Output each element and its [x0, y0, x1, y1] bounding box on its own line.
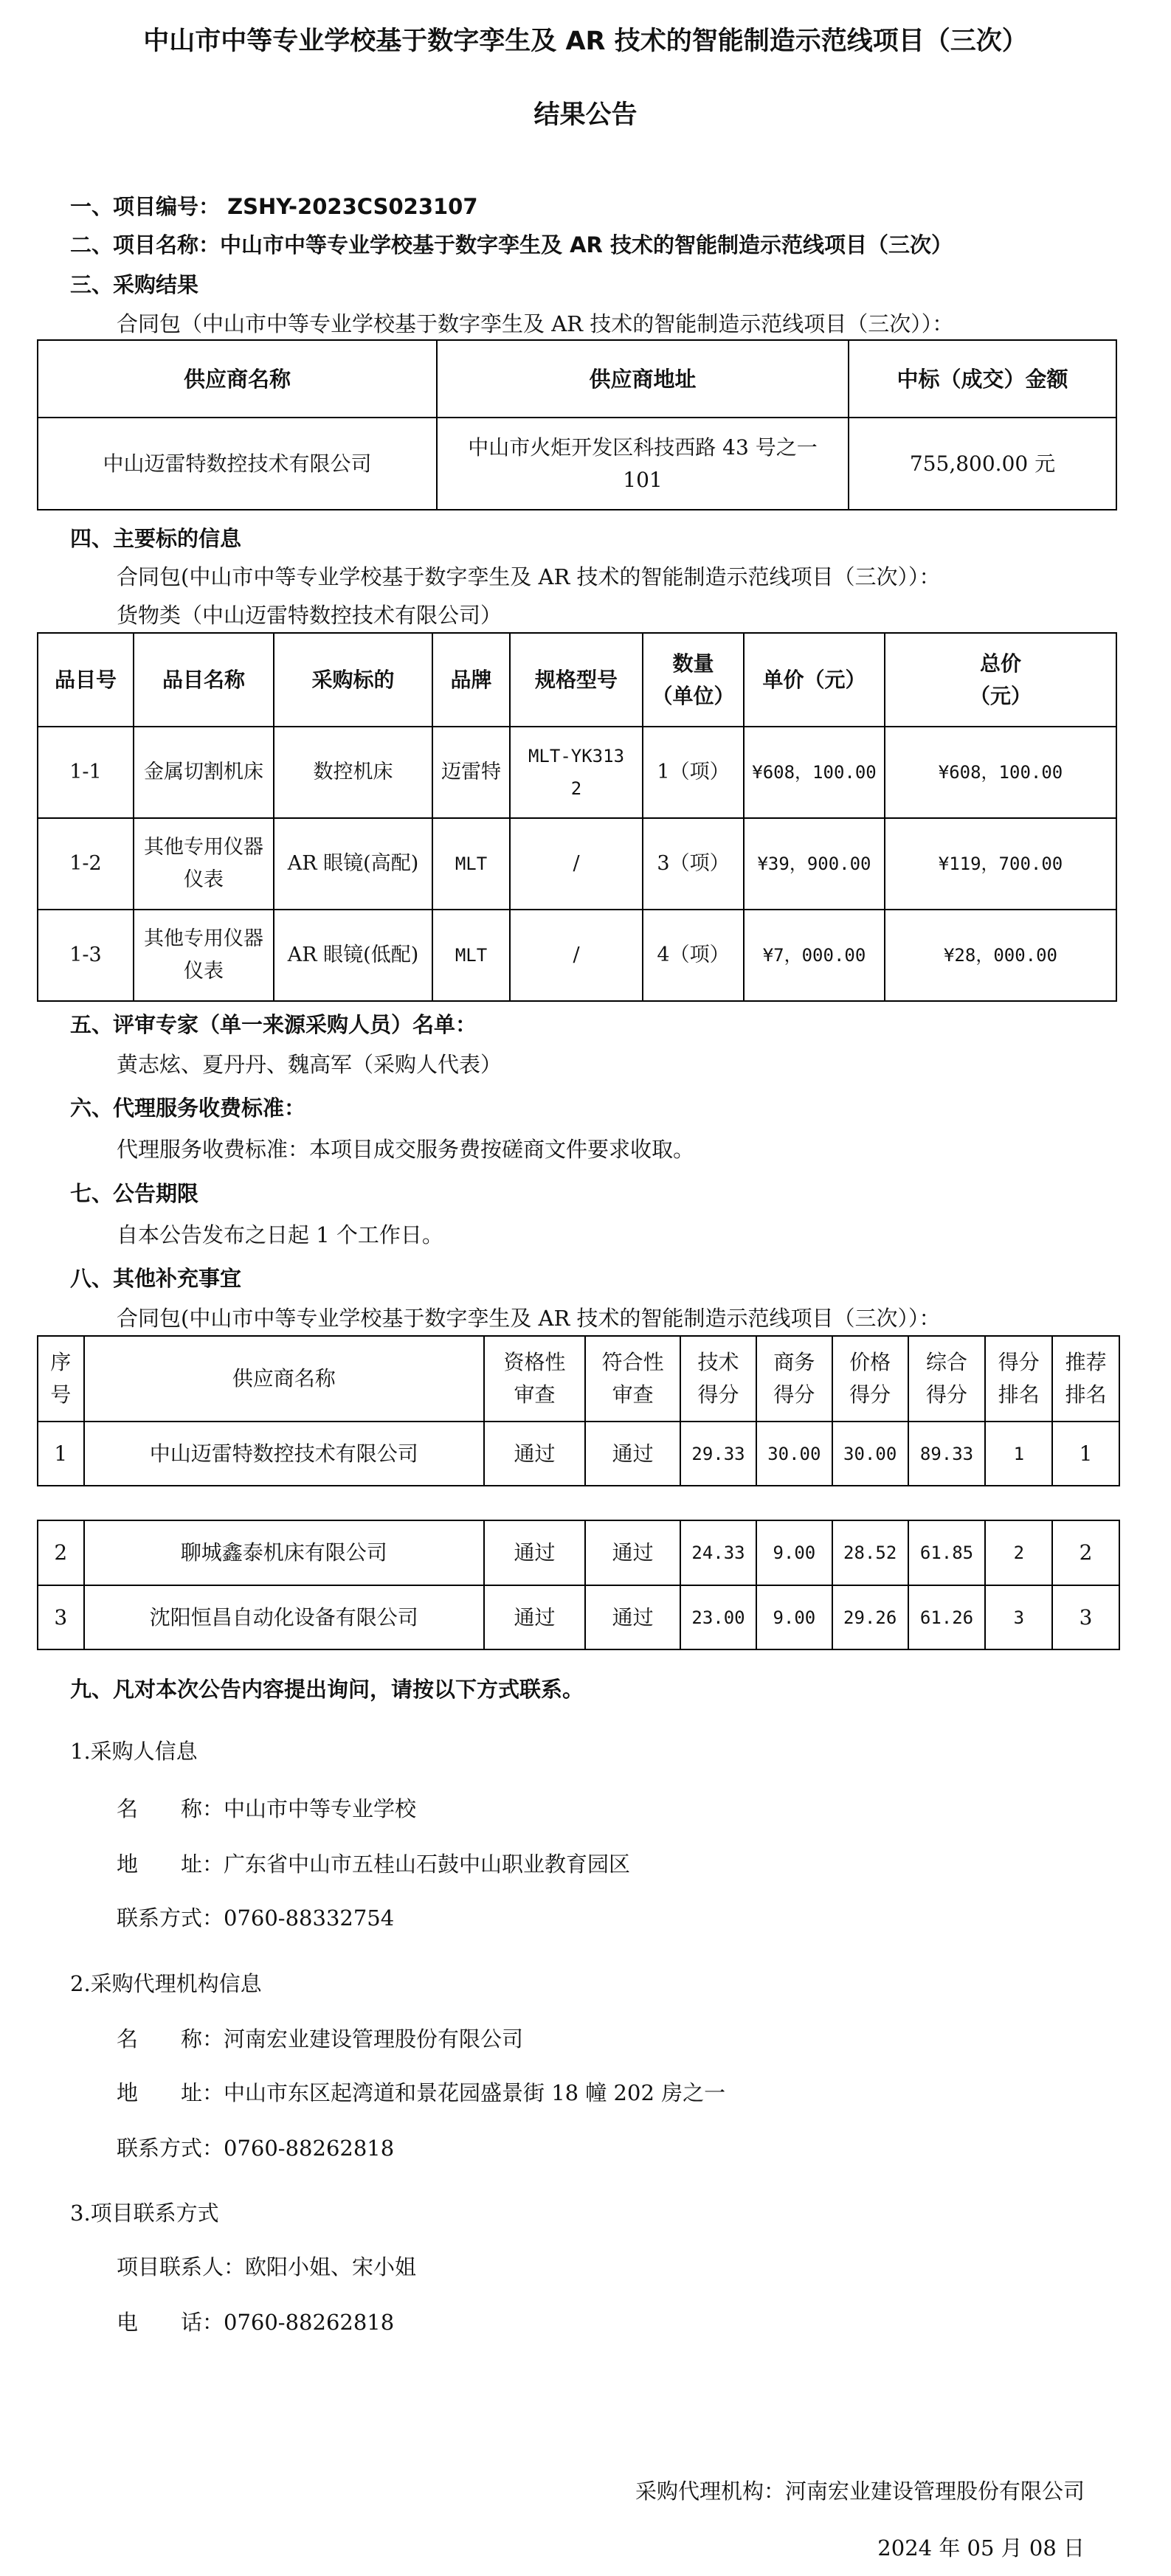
item-no: 1-2 [38, 818, 134, 910]
purchaser-phone: 联系方式：0760-88332754 [117, 1905, 395, 1931]
purchaser-name: 名 称：中山市中等专业学校 [117, 1796, 417, 1821]
project-name: 二、项目名称：中山市中等专业学校基于数字孪生及 AR 技术的智能制造示范线项目（三次） [70, 232, 953, 257]
total-score: 61.26 [908, 1585, 986, 1649]
header-total-price [885, 633, 1116, 727]
unit-price: ¥608，100.00 [744, 727, 885, 818]
qualification-result: 通过 [484, 1422, 585, 1486]
agency-name: 名 称：河南宏业建设管理股份有限公司 [117, 2026, 524, 2052]
header-price-line1: 价格 [849, 1350, 891, 1374]
header-total-score [908, 1336, 986, 1422]
section-agency-fee: 六、代理服务收费标准： [70, 1095, 306, 1121]
score-rank: 1 [985, 1422, 1052, 1486]
header-supplier-name: 供应商名称 [38, 340, 437, 418]
header-quantity-line1: 数量 [672, 651, 714, 676]
header-unit-price: 单价（元） [744, 633, 885, 727]
notice-period-text: 自本公告发布之日起 1 个工作日。 [117, 1222, 443, 1247]
header-award-amount: 中标（成交）金额 [849, 340, 1116, 418]
seq: 2 [38, 1520, 84, 1585]
header-total-line2: （元） [969, 683, 1032, 708]
procured-item: AR 眼镜(高配) [274, 818, 432, 910]
score-rank: 3 [985, 1585, 1052, 1649]
header-quantity [643, 633, 744, 727]
model [510, 727, 643, 818]
item-name-line2: 仪表 [184, 868, 224, 891]
header-score-rank [985, 1336, 1052, 1422]
unit-price: ¥7，000.00 [744, 910, 885, 1001]
seq: 3 [38, 1585, 84, 1649]
item-name-line1: 其他专用仪器 [144, 927, 263, 950]
header-total-line1: 总价 [979, 651, 1021, 676]
scoring-package-label: 合同包(中山市中等专业学校基于数字孪生及 AR 技术的智能制造示范线项目（三次））： [117, 1306, 941, 1331]
business-score: 9.00 [756, 1585, 832, 1649]
result-table [37, 339, 1117, 510]
table-row [38, 910, 1116, 1001]
tech-score: 23.00 [680, 1585, 756, 1649]
item-name-line1: 其他专用仪器 [144, 836, 263, 859]
section-other-matters: 八、其他补充事宜 [70, 1266, 242, 1291]
quantity: 1（项） [643, 727, 744, 818]
item-no: 1-1 [38, 727, 134, 818]
header-quantity-line2: （单位） [652, 683, 735, 708]
header-compliance-line1: 符合性 [601, 1350, 664, 1374]
items-package-label: 合同包(中山市中等专业学校基于数字孪生及 AR 技术的智能制造示范线项目（三次））： [117, 564, 941, 589]
price-score: 29.26 [832, 1585, 908, 1649]
table-header-row [38, 1336, 1119, 1422]
project-contact-heading: 3.项目联系方式 [70, 2201, 219, 2226]
section-procurement-result: 三、采购结果 [70, 272, 199, 297]
agency-fee-text: 代理服务收费标准：本项目成交服务费按磋商文件要求收取。 [117, 1137, 695, 1162]
header-brand: 品牌 [432, 633, 510, 727]
supplier-address [437, 418, 849, 510]
quantity: 4（项） [643, 910, 744, 1001]
score-rank: 2 [985, 1520, 1052, 1585]
business-score: 9.00 [756, 1520, 832, 1585]
header-seq-line1: 序 [50, 1350, 72, 1374]
purchaser-heading: 1.采购人信息 [70, 1739, 198, 1764]
award-amount: 755,800.00 元 [849, 418, 1116, 510]
tech-score: 29.33 [680, 1422, 756, 1486]
header-seq [38, 1336, 84, 1422]
header-price-score [832, 1336, 908, 1422]
price-score: 28.52 [832, 1520, 908, 1585]
header-recommend-line2: 排名 [1065, 1382, 1107, 1407]
notice-subtitle: 结果公告 [533, 100, 638, 130]
table-row [38, 727, 1116, 818]
qualification-result: 通过 [484, 1585, 585, 1649]
seq: 1 [38, 1422, 84, 1486]
header-business-line1: 商务 [773, 1350, 815, 1374]
table-row [38, 1585, 1119, 1649]
supplier-name: 中山迈雷特数控技术有限公司 [84, 1422, 484, 1486]
item-name [134, 910, 274, 1001]
table-header-row [38, 340, 1116, 418]
items-category-label: 货物类（中山迈雷特数控技术有限公司） [117, 603, 502, 628]
brand: MLT [432, 818, 510, 910]
header-tech-score [680, 1336, 756, 1422]
agency-heading: 2.采购代理机构信息 [70, 1971, 262, 1996]
compliance-result: 通过 [585, 1520, 680, 1585]
project-number: 一、项目编号： ZSHY-2023CS023107 [70, 194, 478, 219]
supplier-name: 聊城鑫泰机床有限公司 [84, 1520, 484, 1585]
table-header-row [38, 633, 1116, 727]
project-contact-phone: 电 话：0760-88262818 [117, 2310, 395, 2335]
header-qualification-line2: 审查 [514, 1382, 556, 1407]
header-price-line2: 得分 [849, 1382, 891, 1407]
header-business-line2: 得分 [773, 1382, 815, 1407]
price-score: 30.00 [832, 1422, 908, 1486]
section-notice-period: 七、公告期限 [70, 1181, 199, 1206]
supplier-name: 中山迈雷特数控技术有限公司 [38, 418, 437, 510]
header-model: 规格型号 [510, 633, 643, 727]
recommend-rank: 3 [1052, 1585, 1119, 1649]
agency-phone: 联系方式：0760-88262818 [117, 2136, 395, 2161]
compliance-result: 通过 [585, 1422, 680, 1486]
scoring-table-continued [37, 1520, 1120, 1650]
purchaser-address: 地 址：广东省中山市五桂山石鼓中山职业教育园区 [117, 1852, 631, 1877]
procured-item: 数控机床 [274, 727, 432, 818]
compliance-result: 通过 [585, 1585, 680, 1649]
header-recommend-line1: 推荐 [1065, 1350, 1107, 1374]
header-tech-line2: 得分 [697, 1382, 739, 1407]
project-contact-person: 项目联系人：欧阳小姐、宋小姐 [117, 2254, 417, 2279]
procured-item: AR 眼镜(低配) [274, 910, 432, 1001]
header-item-name: 品目名称 [134, 633, 274, 727]
item-name: 金属切割机床 [134, 727, 274, 818]
total-score: 89.33 [908, 1422, 986, 1486]
table-row [38, 1422, 1119, 1486]
header-seq-line2: 号 [50, 1382, 72, 1407]
section-review-experts: 五、评审专家（单一来源采购人员）名单： [70, 1012, 477, 1037]
agency-address: 地 址：中山市东区起湾道和景花园盛景街 18 幢 202 房之一 [117, 2080, 726, 2105]
signature-agency: 采购代理机构：河南宏业建设管理股份有限公司 [635, 2479, 1085, 2504]
header-rank-line2: 排名 [998, 1382, 1040, 1407]
supplier-address-line1: 中山市火炬开发区科技西路 43 号之一 [468, 434, 818, 460]
unit-price: ¥39，900.00 [744, 818, 885, 910]
model: / [510, 910, 643, 1001]
model-line2: 2 [570, 778, 582, 799]
table-row [38, 418, 1116, 510]
section-main-items: 四、主要标的信息 [70, 526, 242, 551]
model: / [510, 818, 643, 910]
total-price: ¥28，000.00 [885, 910, 1116, 1001]
header-recommend-rank [1052, 1336, 1119, 1422]
header-procured-item: 采购标的 [274, 633, 432, 727]
item-no: 1-3 [38, 910, 134, 1001]
header-tech-line1: 技术 [697, 1350, 739, 1374]
qualification-result: 通过 [484, 1520, 585, 1585]
business-score: 30.00 [756, 1422, 832, 1486]
table-row [38, 1520, 1119, 1585]
signature-date: 2024 年 05 月 08 日 [877, 2535, 1085, 2561]
item-name-line2: 仪表 [184, 960, 224, 983]
recommend-rank: 1 [1052, 1422, 1119, 1486]
notice-title: 中山市中等专业学校基于数字孪生及 AR 技术的智能制造示范线项目（三次） [143, 27, 1028, 56]
tech-score: 24.33 [680, 1520, 756, 1585]
quantity: 3（项） [643, 818, 744, 910]
section-contact: 九、凡对本次公告内容提出询问，请按以下方式联系。 [70, 1677, 584, 1702]
item-name [134, 818, 274, 910]
header-item-no: 品目号 [38, 633, 134, 727]
header-rank-line1: 得分 [998, 1350, 1040, 1374]
header-qualification [484, 1336, 585, 1422]
total-price: ¥119，700.00 [885, 818, 1116, 910]
review-experts-list: 黄志炫、夏丹丹、魏高军（采购人代表） [117, 1052, 502, 1077]
header-compliance-line2: 审查 [612, 1382, 654, 1407]
header-compliance [585, 1336, 680, 1422]
supplier-address-line2: 101 [623, 467, 663, 492]
result-package-label: 合同包（中山市中等专业学校基于数字孪生及 AR 技术的智能制造示范线项目（三次））： [117, 311, 954, 336]
items-table [37, 632, 1117, 1002]
header-supplier-name: 供应商名称 [84, 1336, 484, 1422]
scoring-table [37, 1335, 1120, 1486]
table-row [38, 818, 1116, 910]
brand: MLT [432, 910, 510, 1001]
model-line1: MLT-YK313 [528, 746, 625, 766]
header-supplier-address: 供应商地址 [437, 340, 849, 418]
total-price: ¥608，100.00 [885, 727, 1116, 818]
header-qualification-line1: 资格性 [503, 1350, 566, 1374]
supplier-name: 沈阳恒昌自动化设备有限公司 [84, 1585, 484, 1649]
brand: 迈雷特 [432, 727, 510, 818]
recommend-rank: 2 [1052, 1520, 1119, 1585]
header-total-line1: 综合 [925, 1350, 967, 1374]
header-business-score [756, 1336, 832, 1422]
total-score: 61.85 [908, 1520, 986, 1585]
header-total-line2: 得分 [925, 1382, 967, 1407]
